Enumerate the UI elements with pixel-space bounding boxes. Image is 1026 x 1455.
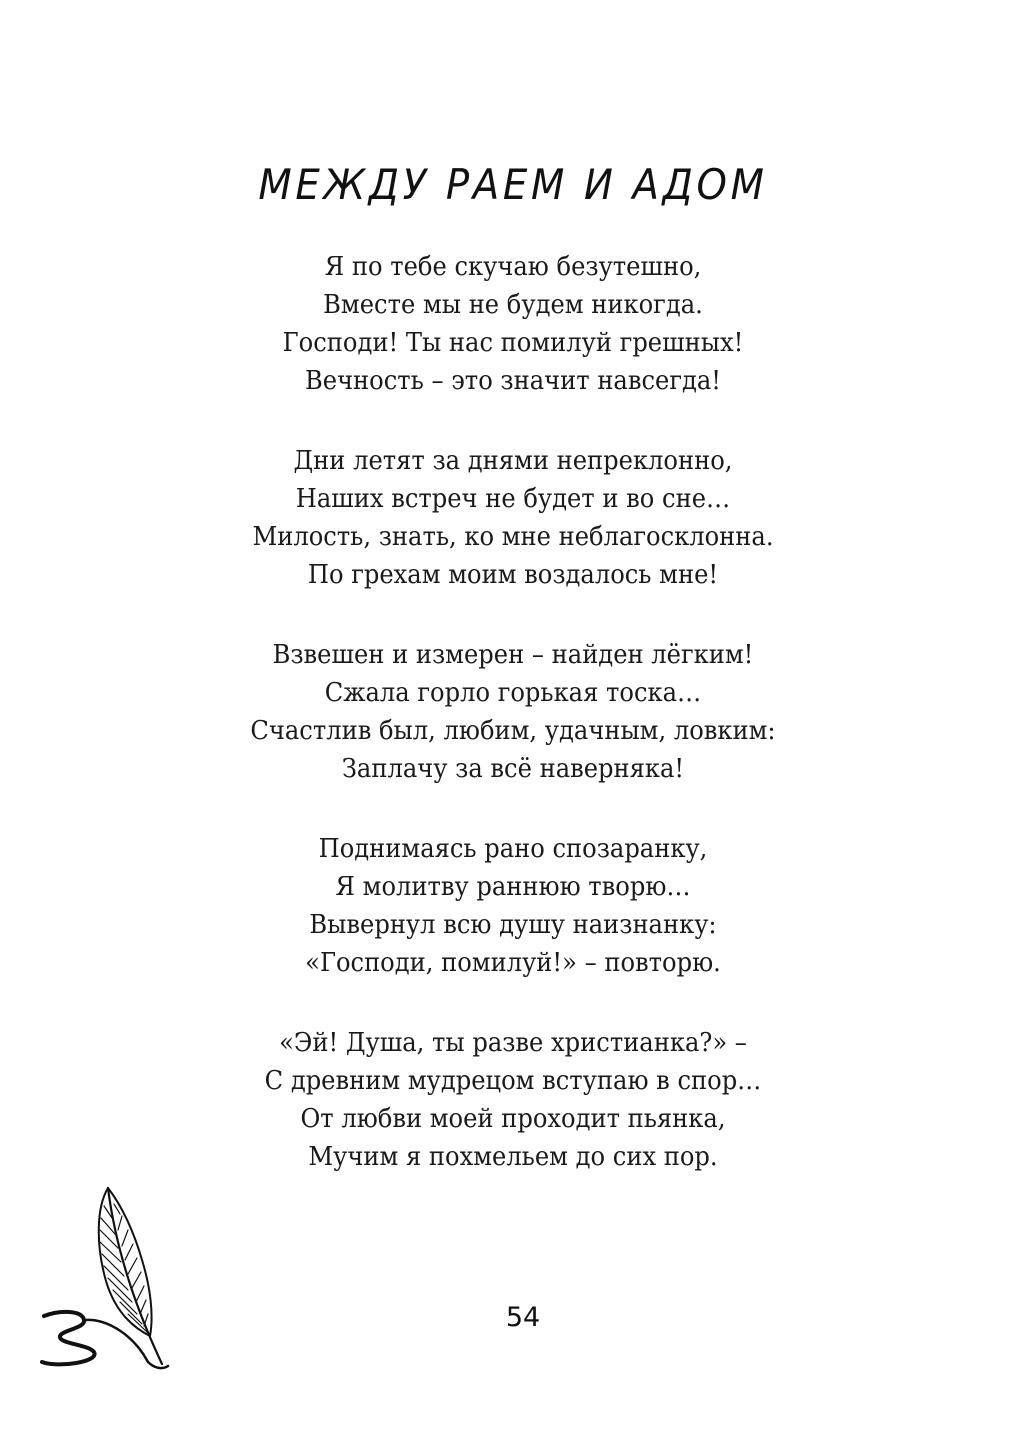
poem-line: Сжала горло горькая тоска…	[324, 678, 702, 708]
poem-line: Вечность – это значит навсегда!	[304, 366, 722, 396]
poem-line: Поднимаясь рано спозаранку,	[318, 834, 708, 864]
poem-line: По грехам моим воздалось мне!	[307, 560, 719, 590]
poem-line: Наших встреч не будет и во сне…	[295, 484, 731, 514]
stanza-3	[0, 636, 1026, 788]
poem-line: Вывернул всю душу наизнанку:	[309, 910, 717, 940]
poem-line: Я молитву раннюю творю…	[335, 872, 691, 902]
poem-line: Господи! Ты нас помилуй грешных!	[282, 328, 744, 358]
poem-line: «Эй! Душа, ты разве христианка?» –	[279, 1028, 747, 1058]
stanza-1	[0, 248, 1026, 400]
poem-line: С древним мудрецом вступаю в спор…	[264, 1066, 762, 1096]
poem-line: «Господи, помилуй!» – повторю.	[305, 948, 721, 978]
poem-line: Дни летят за днями непреклонно,	[293, 446, 733, 476]
poem-title: МЕЖДУ РАЕМ И АДОМ	[258, 160, 768, 209]
stanza-2	[0, 442, 1026, 594]
page-number: 54	[505, 1302, 541, 1333]
poem-line: Мучим я похмельем до сих пор.	[308, 1142, 718, 1172]
poem-line: Я по тебе скучаю безутешно,	[324, 252, 702, 282]
quill-pen-icon	[38, 1186, 173, 1376]
poem-line: Заплачу за всё наверняка!	[341, 754, 685, 784]
poem-line: Милость, знать, ко мне неблагосклонна.	[252, 522, 774, 552]
stanza-5	[0, 1024, 1026, 1176]
stanza-4	[0, 830, 1026, 982]
poem-line: Счастлив был, любим, удачным, ловким:	[250, 716, 776, 746]
poem-line: От любви моей проходит пьянка,	[300, 1104, 726, 1134]
poem-line: Взвешен и измерен – найден лёгким!	[272, 640, 754, 670]
poem-line: Вместе мы не будем никогда.	[323, 290, 703, 320]
poem-body	[0, 248, 1026, 1218]
